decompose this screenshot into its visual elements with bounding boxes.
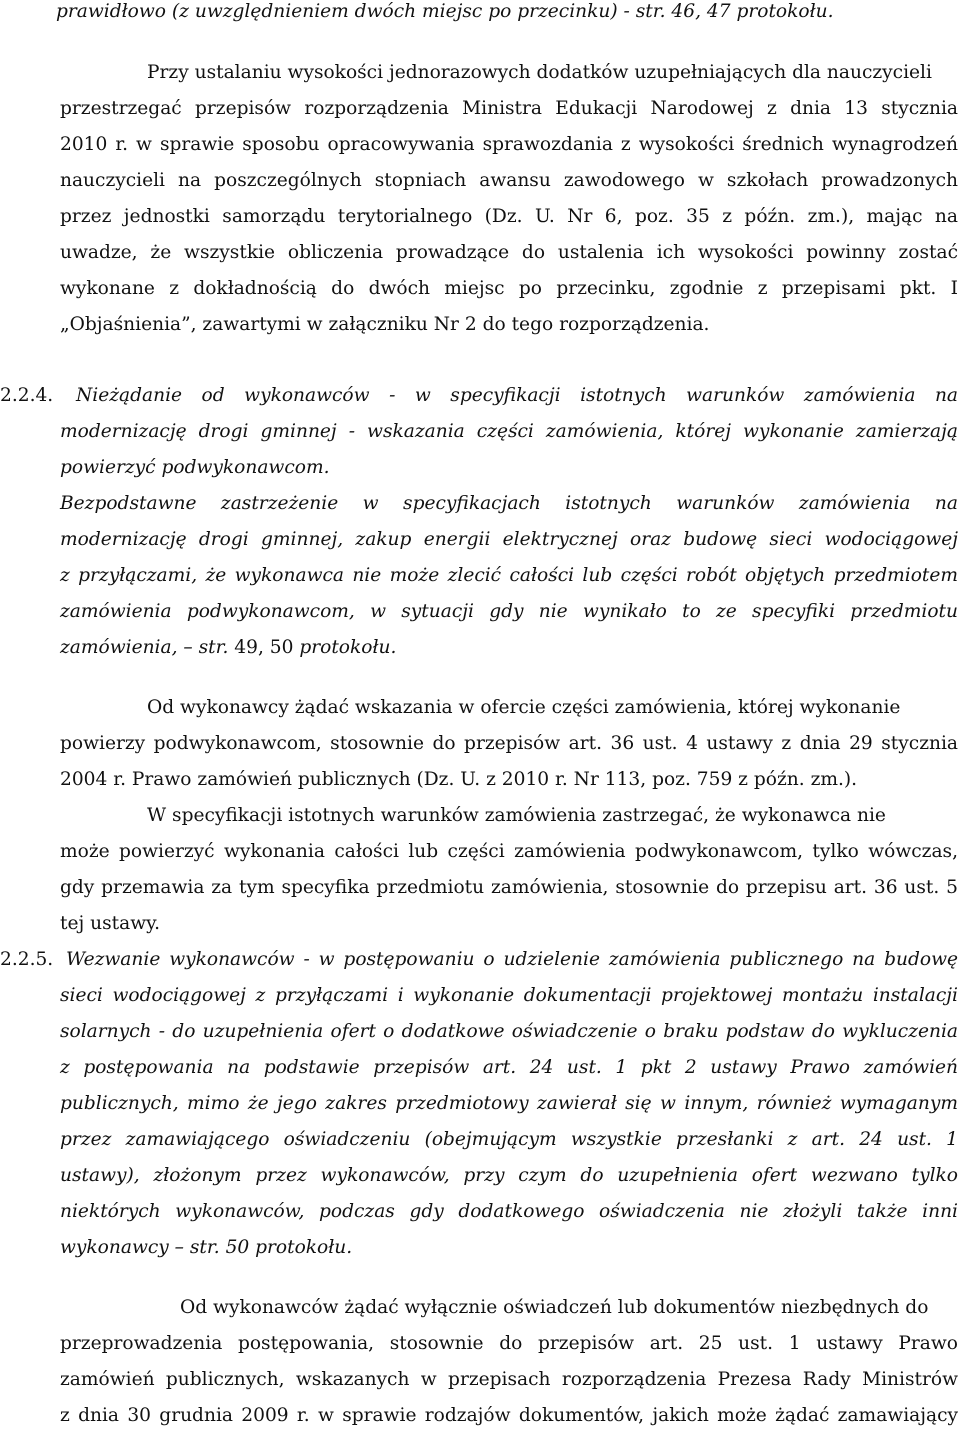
continuation-line: prawidłowo (z uwzględnieniem dwóch miejsc po przecinku) - str. 46, 47 protokołu. (56, 1, 834, 22)
section-title-line: ustawy), złożonym przez wykonawców, przy czym do uzupełnienia ofert wezwano tylko (60, 1165, 958, 1186)
finding-last-line (60, 630, 958, 666)
section-title-line: publicznych, mimo że jego zakres przedmiotowy zawierał się w innym, również wymaganym (60, 1093, 958, 1114)
recommendation-line: powierzy podwykonawcom, stosownie do przepisów art. 36 ust. 4 ustawy z dnia 29 stycznia (60, 733, 958, 754)
recommendation-line: może powierzyć wykonania całości lub części zamówienia podwykonawcom, tylko wówczas, (60, 841, 958, 862)
section-title-line: wykonawcy – str. 50 protokołu. (60, 1237, 353, 1258)
section-title-line: Nieżądanie od wykonawców - w specyfikacji istotnych warunków zamówienia na (76, 385, 958, 406)
recommendation-line: gdy przemawia za tym specyfika przedmiotu zamówienia, stosownie do przepisu art. 36 ust. 5 (60, 877, 958, 898)
section-title-line: przez zamawiającego oświadczeniu (obejmującym wszystkie przesłanki z art. 24 ust. 1 (60, 1129, 958, 1150)
section-title-line: solarnych - do uzupełnienia ofert o dodatkowe oświadczenie o braku podstaw do wykluczenia (60, 1021, 958, 1042)
recommendation-line: Od wykonawcy żądać wskazania w ofercie części zamówienia, której wykonanie (147, 697, 901, 718)
recommendation-line: W specyfikacji istotnych warunków zamówienia zastrzegać, że wykonawca nie (147, 805, 886, 826)
recommendation-line: zamówień publicznych, wskazanych w przepisach rozporządzenia Prezesa Rady Ministrów (60, 1369, 958, 1390)
section-title-line: modernizację drogi gminnej - wskazania części zamówienia, której wykonanie zamierzają (60, 421, 958, 442)
paragraph-1-line: przez jednostki samorządu terytorialnego (Dz. U. Nr 6, poz. 35 z późn. zm.), mając na (60, 206, 958, 227)
section-title-line: niektórych wykonawców, podczas gdy dodatkowego oświadczenia nie złożyli także inni (60, 1201, 958, 1222)
section-title-line: powierzyć podwykonawcom. (60, 457, 330, 478)
recommendation-line: 2004 r. Prawo zamówień publicznych (Dz. U. z 2010 r. Nr 113, poz. 759 z późn. zm.). (60, 769, 858, 790)
paragraph-1-line: przestrzegać przepisów rozporządzenia Ministra Edukacji Narodowej z dnia 13 stycznia (60, 98, 958, 119)
section-title-line: Wezwanie wykonawców - w postępowaniu o udzielenie zamówienia publicznego na budowę (66, 949, 958, 970)
paragraph-1-line: wykonane z dokładnością do dwóch miejsc po przecinku, zgodnie z przepisami pkt. I (60, 278, 958, 299)
finding-last-tail: protokołu. (293, 637, 397, 658)
section-title-line: sieci wodociągowej z przyłączami i wykonanie dokumentacji projektowej montażu instalacji (60, 985, 958, 1006)
recommendation-line: z dnia 30 grudnia 2009 r. w sprawie rodzajów dokumentów, jakich może żądać zamawiający (60, 1405, 958, 1426)
section-number: 2.2.5. (0, 949, 54, 970)
recommendation-line: Od wykonawców żądać wyłącznie oświadczeń lub dokumentów niezbędnych do (180, 1297, 929, 1318)
finding-last-pages: 49, 50 (234, 637, 294, 658)
section-title-line: z postępowania na podstawie przepisów art. 24 ust. 1 pkt 2 ustawy Prawo zamówień (60, 1057, 958, 1078)
finding-line: modernizację drogi gminnej, zakup energii elektrycznej oraz budowę sieci wodociągowej (60, 529, 958, 550)
recommendation-line: tej ustawy. (60, 913, 161, 934)
finding-line: zamówienia podwykonawcom, w sytuacji gdy nie wynikało to ze specyfiki przedmiotu (60, 601, 958, 622)
paragraph-1-line: „Objaśnienia”, zawartymi w załączniku Nr 2 do tego rozporządzenia. (60, 314, 710, 335)
paragraph-1-line: 2010 r. w sprawie sposobu opracowywania sprawozdania z wysokości średnich wynagrodzeń (60, 134, 958, 155)
paragraph-1-line: Przy ustalaniu wysokości jednorazowych dodatków uzupełniających dla nauczycieli (147, 62, 932, 83)
paragraph-1-line: nauczycieli na poszczególnych stopniach awansu zawodowego w szkołach prowadzonych (60, 170, 958, 191)
finding-line: Bezpodstawne zastrzeżenie w specyfikacjach istotnych warunków zamówienia na (60, 493, 958, 514)
recommendation-line: przeprowadzenia postępowania, stosownie do przepisów art. 25 ust. 1 ustawy Prawo (60, 1333, 958, 1354)
finding-last-italic: zamówienia, – str. (60, 637, 235, 658)
paragraph-1-line: uwadze, że wszystkie obliczenia prowadzące do ustalenia ich wysokości powinny zostać (60, 242, 958, 263)
finding-line: z przyłączami, że wykonawca nie może zlecić całości lub części robót objętych przedmiotem (60, 565, 958, 586)
section-number: 2.2.4. (0, 385, 54, 406)
